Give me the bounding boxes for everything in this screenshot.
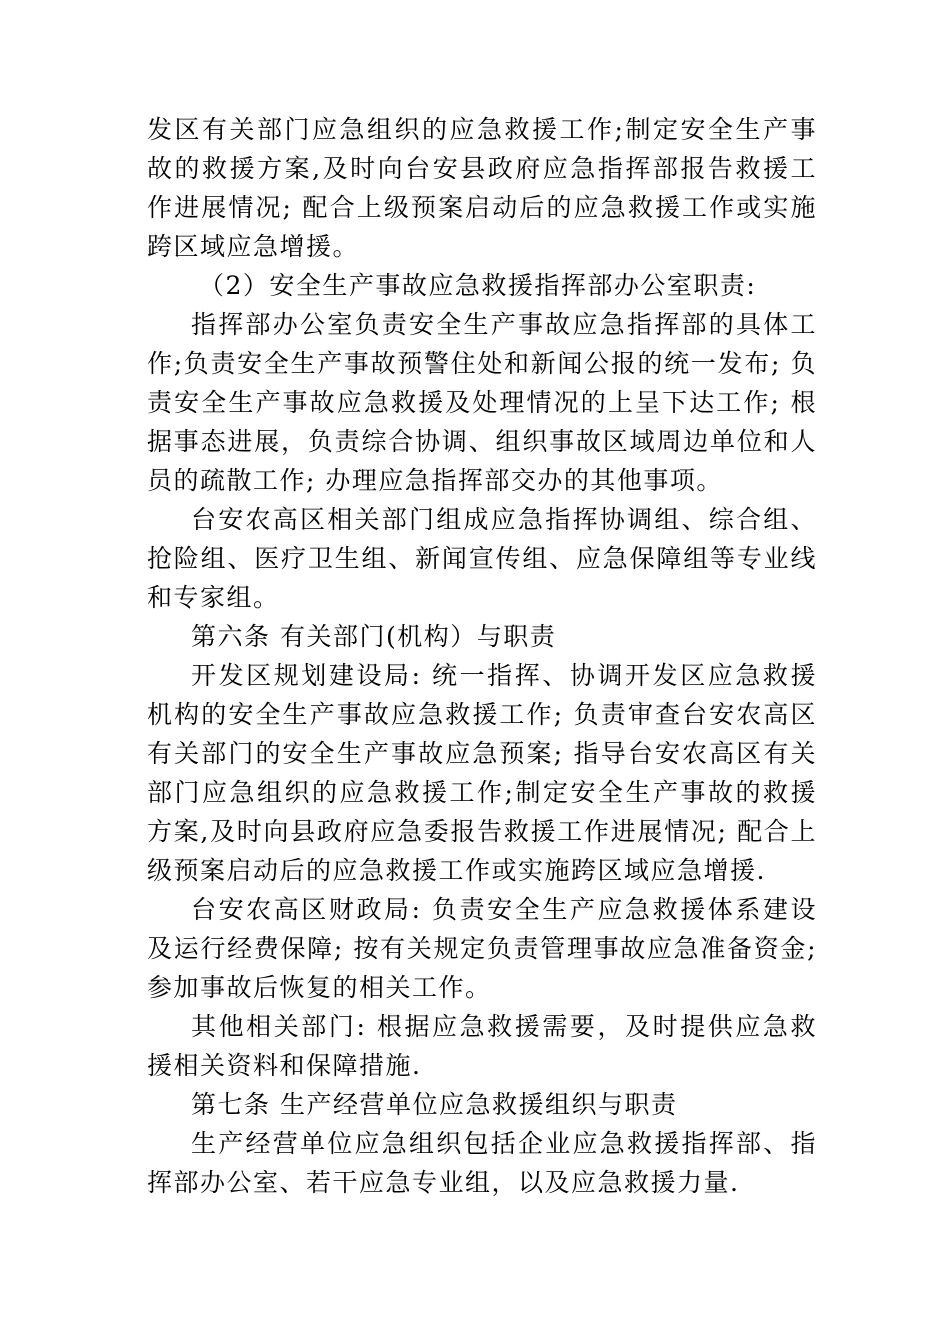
paragraph-office-duties: 指挥部办公室负责安全生产事故应急指挥部的具体工作;负责安全生产事故预警住处和新闻公报的统一发布; 负责安全生产事故应急救援及处理情况的上呈下达工作; 根据事态进展，负责综合协调、组织事故区域周边单位和人员的疏散工作; 办理应急指挥部交办的其他事项。 — [147, 310, 817, 495]
paragraph-planning-bureau: 开发区规划建设局: 统一指挥、协调开发区应急救援机构的安全生产事故应急救援工作; 负责审查台安农高区有关部门的安全生产事故应急预案; 指导台安农高区有关部门应急组织的应急救援工作;制定安全生产事故的救援方案,及时向县政府应急委报告救援工作进展情况; 配合上级预案启动后的应急救援工作或实施跨区域应急增援. — [147, 661, 817, 885]
paragraph-coordination-groups: 台安农高区相关部门组成应急指挥协调组、综合组、抢险组、医疗卫生组、新闻宣传组、应急保障组等专业线和专家组。 — [147, 505, 817, 612]
section-heading-office-duties: （2）安全生产事故应急救援指挥部办公室职责: — [199, 271, 757, 300]
article-heading-7: 第七条 生产经营单位应急救援组织与职责 — [191, 1090, 678, 1119]
document-body — [147, 110, 817, 1202]
paragraph-continuation: 发区有关部门应急组织的应急救援工作;制定安全生产事故的救援方案,及时向台安县政府应急指挥部报告救援工作进展情况; 配合上级预案启动后的应急救援工作或实施跨区域应急增援。 — [147, 115, 817, 261]
article-heading-6: 第六条 有关部门(机构）与职责 — [191, 622, 557, 651]
paragraph-enterprise-organization: 生产经营单位应急组织包括企业应急救援指挥部、指挥部办公室、若干应急专业组，以及应急救援力量. — [147, 1129, 817, 1197]
paragraph-finance-bureau: 台安农高区财政局: 负责安全生产应急救援体系建设及运行经费保障; 按有关规定负责管理事故应急准备资金;参加事故后恢复的相关工作。 — [147, 895, 817, 1002]
paragraph-other-departments: 其他相关部门: 根据应急救援需要，及时提供应急救援相关资料和保障措施. — [147, 1012, 817, 1080]
